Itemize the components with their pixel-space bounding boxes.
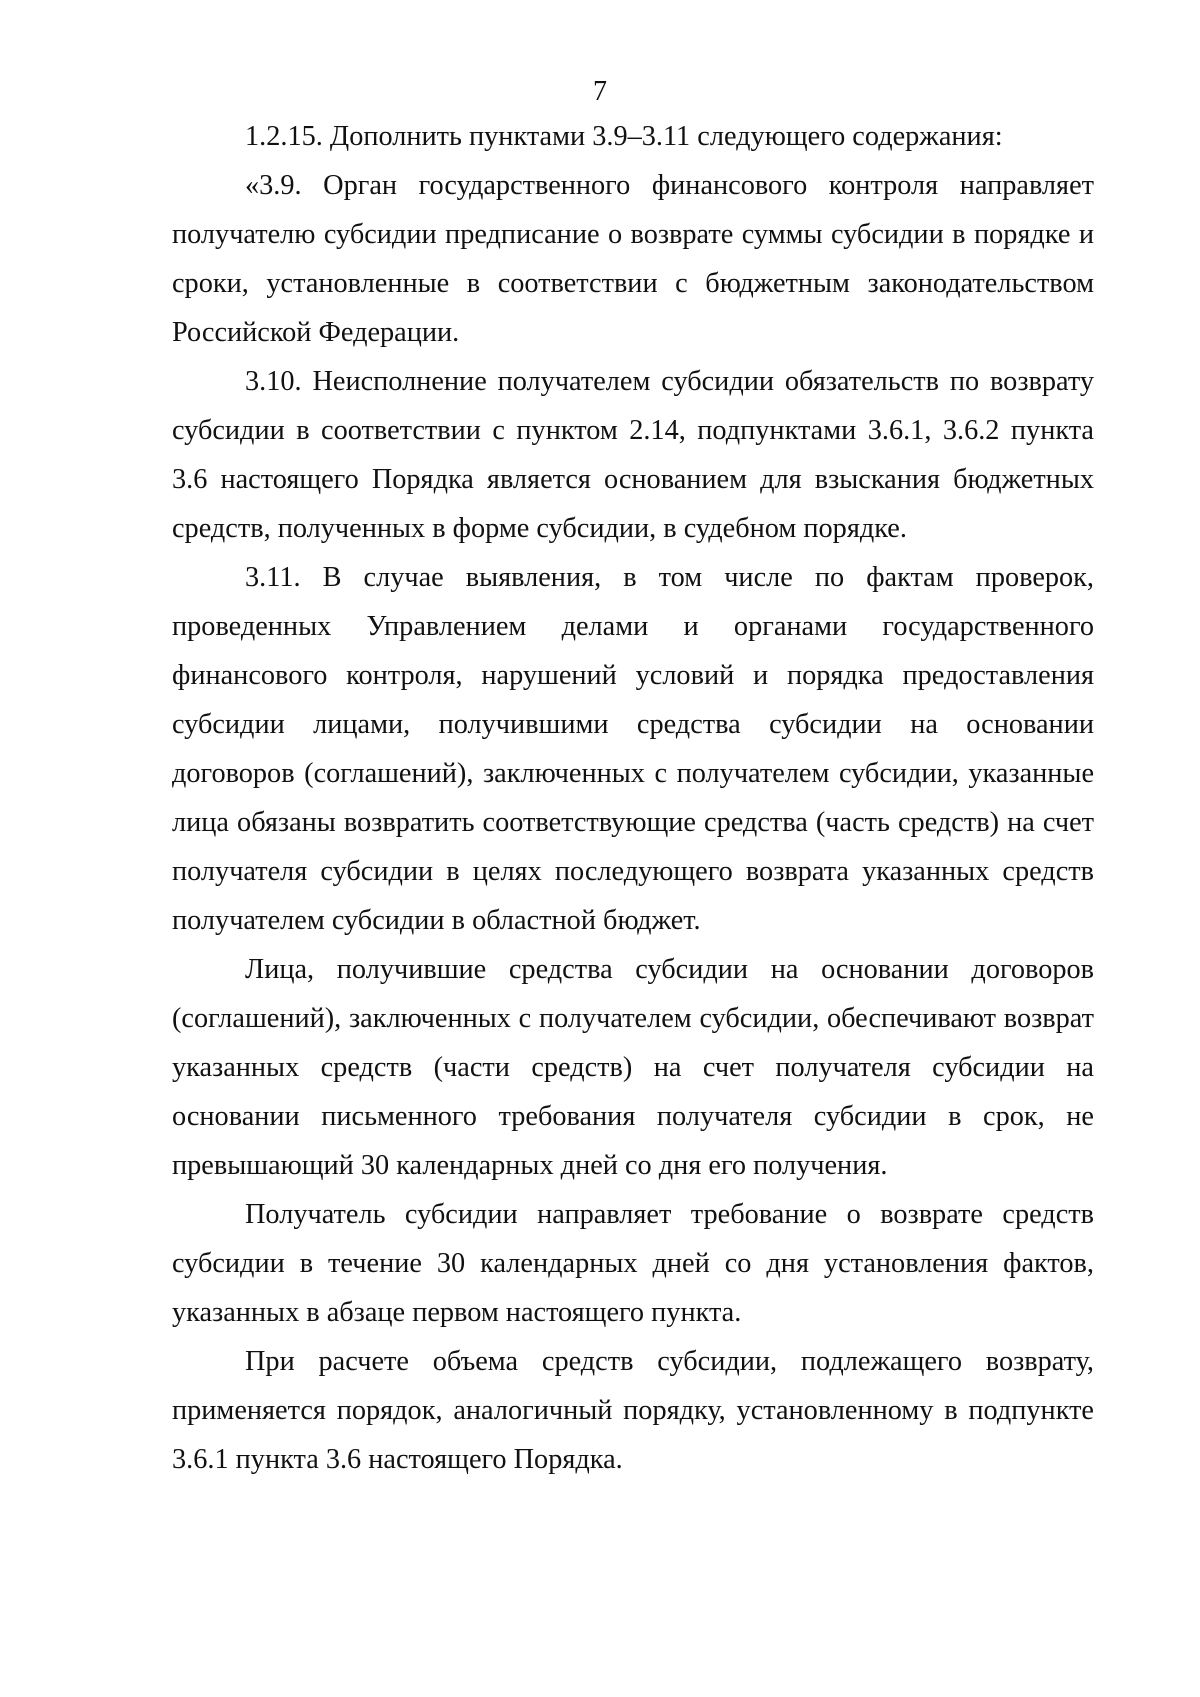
paragraph-3-9: «3.9. Орган государственного финансового контроля направляет получателю субсидии предписание о возврате суммы субсидии в порядке и сроки, установленные в соответствии с бюджетным законодательством Российской Федерации. [172, 170, 1094, 348]
page-number: 7 [593, 76, 607, 107]
paragraph-3-10: 3.10. Неисполнение получателем субсидии обязательств по возврату субсидии в соответствии с пунктом 2.14, подпунктами 3.6.1, 3.6.2 пункта 3.6 настоящего Порядка является основанием для взыскания бюджетных средств, полученных в форме субсидии, в судебном порядке. [172, 366, 1094, 544]
paragraph-3-11: 3.11. В случае выявления, в том числе по фактам проверок, проведенных Управлением делами и органами государственного финансового контроля, нарушений условий и порядка предоставления субсидии лицами, получившими средства субсидии на основании договоров (соглашений), заключенных с получателем субсидии, указанные лица обязаны возвратить соответствующие средства (часть средств) на счет получателя субсидии в целях последующего возврата указанных средств получателем субсидии в областной бюджет. [172, 562, 1094, 936]
paragraph-3-11-recipients: Лица, получившие средства субсидии на основании договоров (соглашений), заключенных с получателем субсидии, обеспечивают возврат указанных средств (части средств) на счет получателя субсидии на основании письменного требования получателя субсидии в срок, не превышающий 30 календарных дней со дня его получения. [172, 954, 1094, 1181]
document-body [172, 112, 1094, 1484]
paragraph-amendment-intro: 1.2.15. Дополнить пунктами 3.9–3.11 следующего содержания: [245, 121, 1003, 152]
paragraph-3-11-calculation: При расчете объема средств субсидии, подлежащего возврату, применяется порядок, аналогичный порядку, установленному в подпункте 3.6.1 пункта 3.6 настоящего Порядка. [172, 1346, 1094, 1475]
paragraph-3-11-requirement: Получатель субсидии направляет требование о возврате средств субсидии в течение 30 календарных дней со дня установления фактов, указанных в абзаце первом настоящего пункта. [172, 1199, 1094, 1328]
